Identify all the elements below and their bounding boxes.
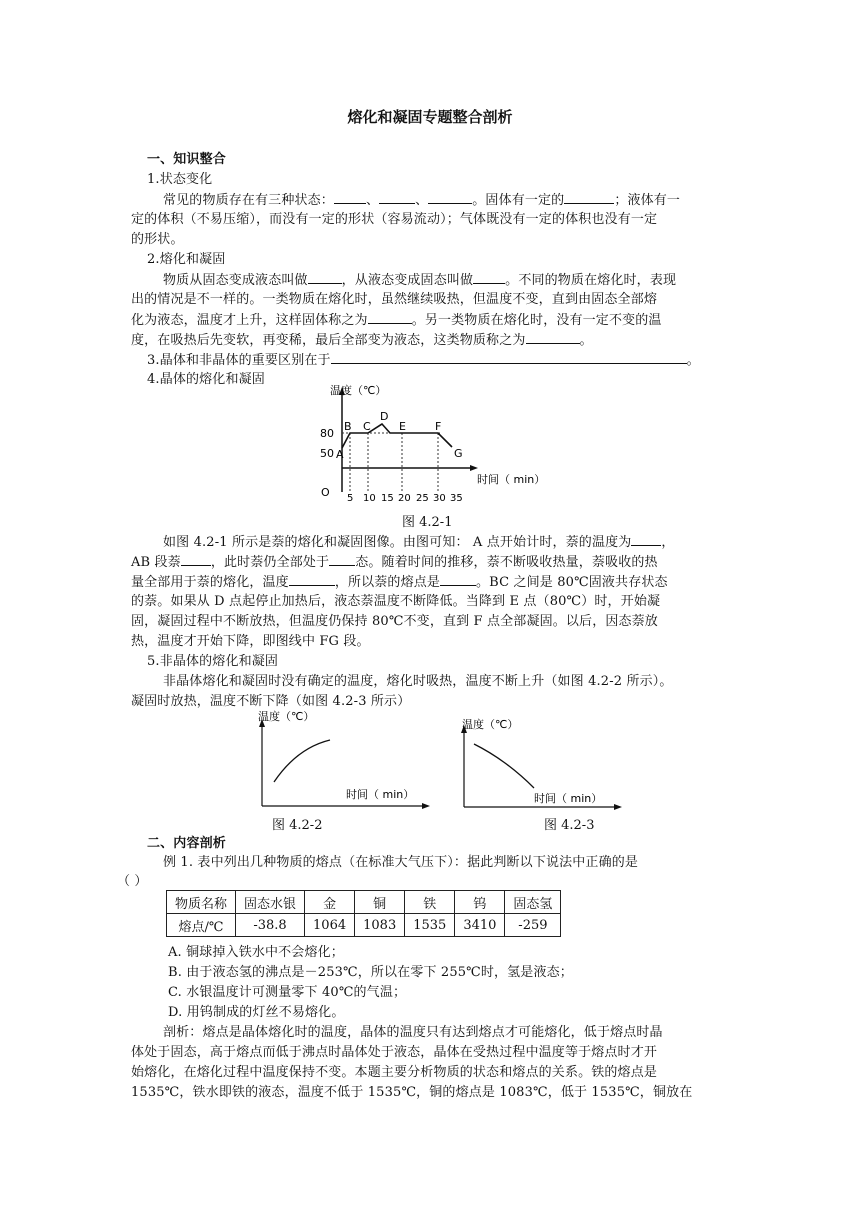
paragraph-states-line2: 定的体积（不易压缩），而没有一定的形状（容易流动）；气体既没有一定的体积也没有一定 (131, 212, 658, 227)
x-tick: 15 (381, 493, 394, 504)
subheading-melting: 2.熔化和凝固 (147, 252, 226, 267)
x-tick: 5 (347, 493, 354, 504)
point-label-f: F (435, 420, 442, 433)
point-label-c: C (363, 420, 371, 433)
amorphous-solidifying-graph (456, 712, 626, 812)
table-cell: 铁 (405, 891, 455, 914)
option-d[interactable]: D. 用钨制成的灯丝不易熔化。 (168, 1005, 345, 1020)
paragraph-amorphous-line2: 凝固时放热，温度不断下降（如图 4.2-3 所示） (131, 694, 411, 709)
paragraph-melting-line1: 物质从固态变成液态叫做 ，从液态变成固态叫做 。不同的物质在熔化时，表现 (163, 270, 763, 291)
option-b[interactable]: B. 由于液态氢的沸点是－253℃，所以在零下 255℃时，氢是液态； (168, 965, 573, 980)
subheading-crystal-melting: 4.晶体的熔化和凝固 (147, 372, 265, 387)
point-label-d: D (380, 410, 389, 423)
x-axis-label: 时间（ min） (477, 473, 546, 486)
paragraph-melting-line2: 出的情况是不一样的。一类物质在熔化时，虽然继续吸热，但温度不变，直到由固态全部熔 (131, 292, 658, 307)
paragraph-naphthalene-line6: 热，温度才开始下降，即图线中 FG 段。 (131, 634, 370, 649)
table-cell: 固态水银 (236, 891, 305, 914)
table-cell: 钨 (455, 891, 505, 914)
analysis-line3: 始熔化，在熔化过程中温度保持不变。本题主要分析物质的状态和熔点的关系。铁的熔点是 (131, 1065, 658, 1080)
answer-blank[interactable] (440, 572, 476, 586)
point-label-a: A (336, 448, 344, 461)
paragraph-naphthalene-line3: 量全部用于萘的熔化，温度 ，所以萘的熔点是 。BC 之间是 80℃固液共存状态 (131, 572, 731, 593)
answer-blank[interactable] (308, 270, 342, 284)
answer-blank[interactable] (289, 572, 335, 586)
amorphous-melting-graph (252, 704, 432, 814)
table-cell: 熔点/℃ (167, 914, 236, 937)
paragraph-amorphous-line1: 非晶体熔化和凝固时没有确定的温度，熔化时吸热，温度不断上升（如图 4.2-2 所示）。 (163, 674, 673, 689)
point-label-e: E (399, 420, 406, 433)
y-axis-label: 温度（℃） (330, 384, 387, 397)
answer-blank[interactable] (334, 190, 366, 204)
section-heading-knowledge: 一、知识整合 (147, 152, 226, 167)
x-tick: 35 (450, 493, 463, 504)
paragraph-naphthalene-line2: AB 段萘 ，此时萘仍全部处于 态。随着时间的推移，萘不断吸收热量，萘吸收的热 (131, 552, 731, 573)
table-cell: 铜 (355, 891, 405, 914)
table-cell: 3410 (455, 914, 505, 937)
x-tick: 20 (398, 493, 411, 504)
section-heading-analysis: 二、内容剖析 (147, 836, 226, 851)
answer-blank[interactable] (564, 190, 614, 204)
figure-caption-4-2-3: 图 4.2-3 (544, 818, 595, 833)
point-label-g: G (454, 447, 463, 460)
x-axis-label: 时间（ min） (346, 788, 415, 801)
paragraph-melting-line3: 化为液态，温度才上升，这样固体称之为 。另一类物质在熔化时，没有一定不变的温 (131, 310, 731, 331)
origin-label: O (321, 486, 330, 499)
subheading-amorphous: 5.非晶体的熔化和凝固 (147, 654, 279, 669)
x-tick: 10 (363, 493, 376, 504)
x-tick: 30 (433, 493, 446, 504)
table-header-row (167, 891, 561, 914)
answer-blank[interactable] (331, 350, 687, 364)
example1-answer-bracket: （ ） (117, 874, 148, 889)
paragraph-states-line3: 的形状。 (131, 232, 184, 247)
table-row (167, 914, 561, 937)
melting-point-table (166, 890, 561, 937)
analysis-line1: 剖析：熔点是晶体熔化时的温度，晶体的温度只有达到熔点才可能熔化，低于熔点时晶 (163, 1025, 663, 1040)
subheading-state-change: 1.状态变化 (147, 172, 213, 187)
table-cell: 物质名称 (167, 891, 236, 914)
paragraph-states-line1: 常见的物质存在有三种状态： 、 、 。固体有一定的 ；液体有一 (163, 190, 763, 211)
answer-blank[interactable] (379, 190, 415, 204)
analysis-line4: 1535℃，铁水即铁的液态，温度不低于 1535℃，铜的熔点是 1083℃，低于 1535℃，铜放在 (131, 1085, 693, 1100)
figure-caption-4-2-1: 图 4.2-1 (402, 515, 453, 530)
question-crystal-difference: 3.晶体和非晶体的重要区别在于 。 (147, 350, 747, 371)
x-tick: 25 (416, 493, 429, 504)
option-a[interactable]: A. 铜球掉入铁水中不会熔化； (168, 945, 344, 960)
point-label-b: B (344, 420, 352, 433)
y-tick-50: 50 (320, 447, 334, 460)
paragraph-melting-line4: 度，在吸热后先变软，再变稀，最后全部变为液态，这类物质称之为 。 (131, 330, 731, 351)
y-tick-80: 80 (320, 427, 334, 440)
paragraph-naphthalene-line4: 的萘。如果从 D 点起停止加热后，液态萘温度不断降低。当降到 E 点（80℃）时，开始凝 (131, 594, 661, 609)
table-cell: 1535 (405, 914, 455, 937)
table-cell: -259 (505, 914, 561, 937)
paragraph-naphthalene-line1: 如图 4.2-1 所示是萘的熔化和凝固图像。由图可知： A 点开始计时，萘的温度为 ， (163, 532, 763, 553)
table-cell: 1083 (355, 914, 405, 937)
crystal-melting-graph (312, 380, 552, 510)
answer-blank[interactable] (526, 330, 580, 344)
page-title: 熔化和凝固专题整合剖析 (347, 108, 513, 126)
x-axis-label: 时间（ min） (534, 792, 603, 805)
analysis-line2: 体处于固态，高于熔点而低于沸点时晶体处于液态，晶体在受热过程中温度等于熔点时才开 (131, 1045, 658, 1060)
answer-blank[interactable] (329, 552, 355, 566)
example1-question-line1: 例 1. 表中列出几种物质的熔点（在标准大气压下）：据此判断以下说法中正确的是 (163, 855, 639, 870)
y-axis-label: 温度（℃） (462, 718, 519, 731)
y-axis-label: 温度（℃） (258, 710, 315, 723)
answer-blank[interactable] (631, 532, 661, 546)
table-cell: 固态氢 (505, 891, 561, 914)
answer-blank[interactable] (368, 310, 412, 324)
answer-blank[interactable] (473, 270, 505, 284)
table-cell: 1064 (305, 914, 355, 937)
answer-blank[interactable] (428, 190, 472, 204)
answer-blank[interactable] (181, 552, 211, 566)
paragraph-naphthalene-line5: 固，凝固过程中不断放热，但温度仍保持 80℃不变，直到 F 点全部凝固。以后，因态萘放 (131, 614, 658, 629)
option-c[interactable]: C. 水银温度计可测量零下 40℃的气温； (168, 985, 407, 1000)
table-cell: -38.8 (236, 914, 305, 937)
figure-caption-4-2-2: 图 4.2-2 (272, 818, 323, 833)
table-cell: 金 (305, 891, 355, 914)
